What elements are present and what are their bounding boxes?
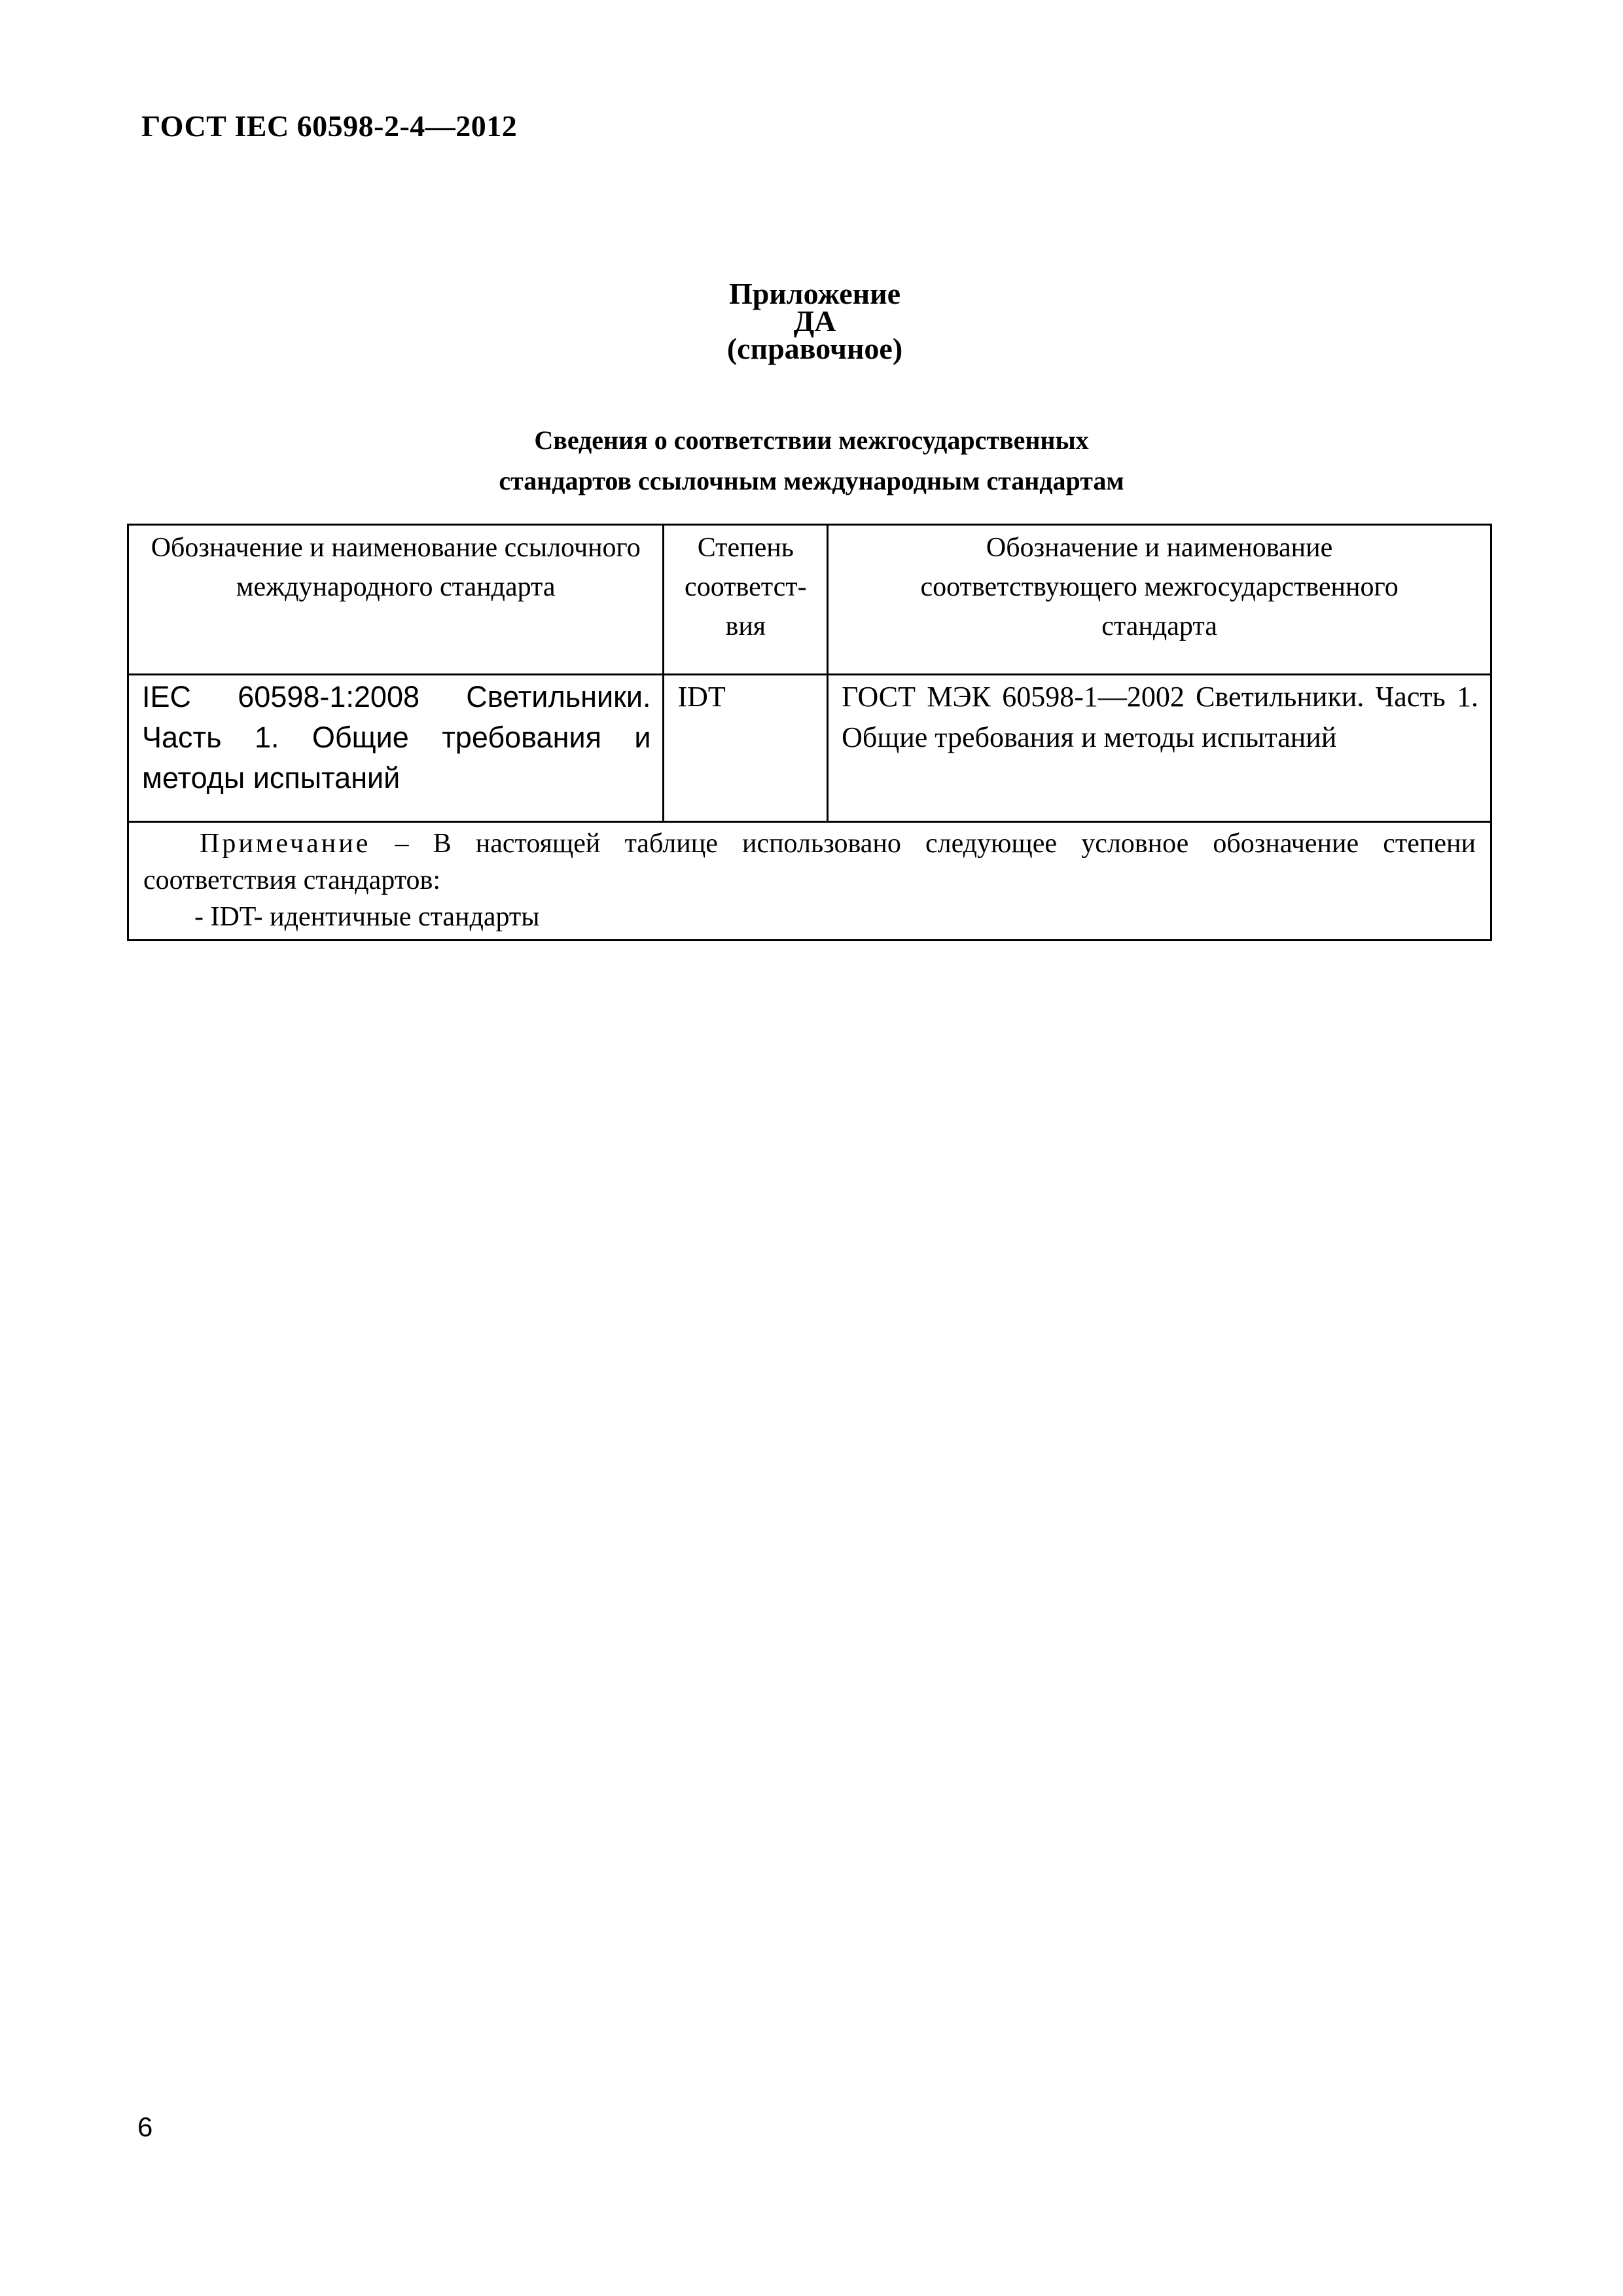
interstate-standard-text: ГОСТ МЭК 60598-1—2002 Светильники. Часть 1. Общие требования и методы испытаний [842,681,1478,753]
correspondence-table [127,524,1492,941]
note-line1 [143,825,1476,862]
note-label: Примечание [200,829,371,859]
header-ref-standard-line2: международного стандарта [236,572,556,602]
table-row [128,675,1491,822]
cell-interstate-standard [828,675,1491,822]
page-number: 6 [137,2111,153,2142]
table-note-row [128,822,1491,941]
annex-title-line1: Сведения о соответствии межгосударственных [534,425,1089,455]
header-degree-line1: Степень [697,533,794,563]
annex-title [0,420,1623,501]
degree-text: IDT [677,681,726,713]
note-item: - IDT- идентичные стандарты [194,902,540,932]
annex-label: Приложение [728,277,901,310]
header-degree [664,525,828,675]
cell-ref-standard [128,675,664,822]
annex-heading [0,277,1623,365]
annex-status: (справочное) [726,332,903,365]
note-text: – В настоящей таблице использовано следующее условное обозначение степени [370,829,1476,859]
note-cell [128,822,1491,941]
annex-letter: ДА [793,304,836,338]
annex-title-line2: стандартов ссылочным международным стандартам [499,466,1124,495]
header-interstate-standard [828,525,1491,675]
header-interstate-line2: соответствующего межгосударственного [920,572,1399,602]
note-text-cont: соответствия стандартов: [143,865,441,895]
header-degree-line2: соответст- [685,572,807,602]
header-degree-line3: вия [725,611,766,641]
document-number: ГОСТ IEC 60598-2-4—2012 [141,109,518,143]
cell-degree [664,675,828,822]
header-interstate-line3: стандарта [1101,611,1217,641]
ref-standard-text: IEC 60598-1:2008 Светильники. Часть 1. Общие требования и методы испытаний [142,680,651,795]
header-ref-standard-line1: Обозначение и наименование ссылочного [151,533,641,563]
table-header-row [128,525,1491,675]
header-ref-standard [128,525,664,675]
header-interstate-line1: Обозначение и наименование [986,533,1333,563]
